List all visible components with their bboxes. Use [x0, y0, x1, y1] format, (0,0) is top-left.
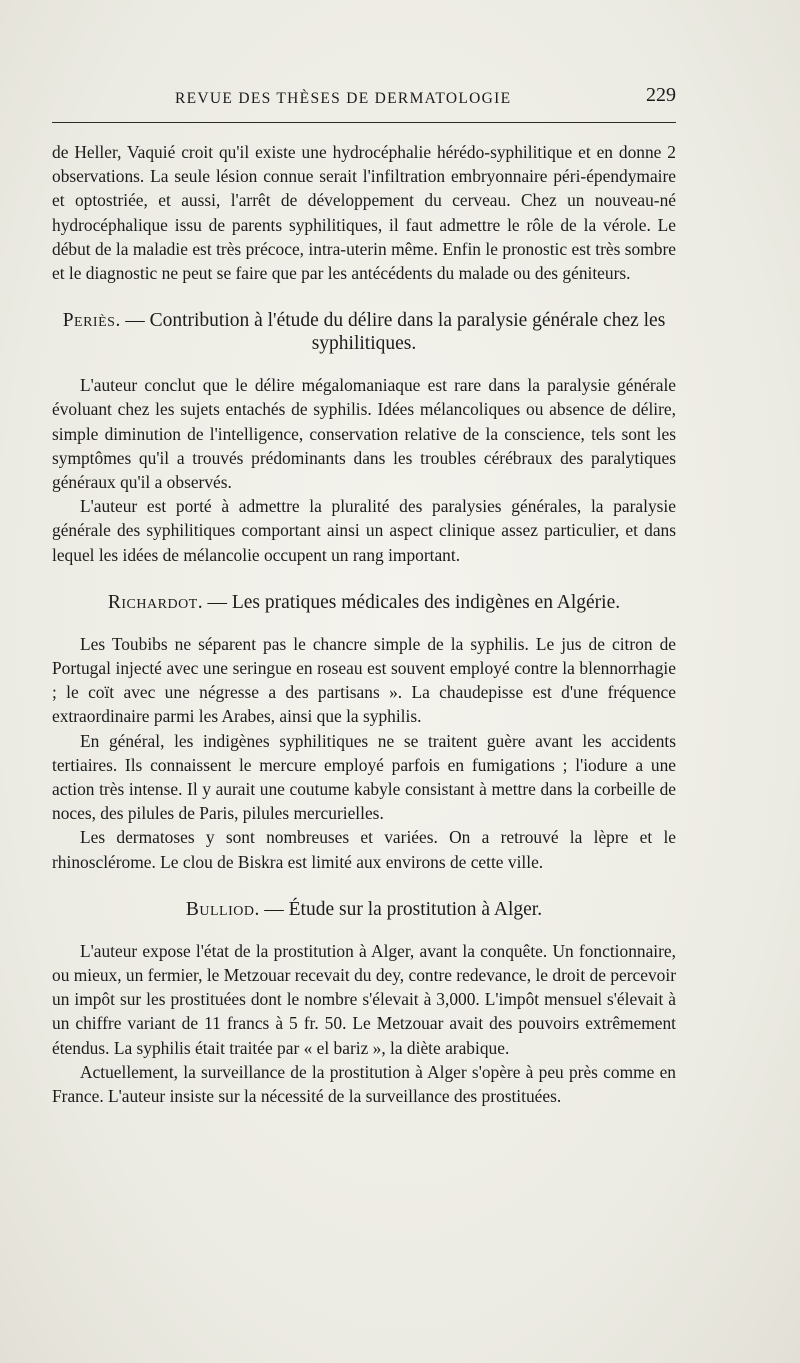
page-header: [52, 84, 676, 114]
section-richardot: [52, 591, 676, 874]
page-number: 229: [646, 84, 676, 106]
section-author: Richardot: [107, 591, 198, 613]
continuation-paragraph: de Heller, Vaquié croit qu'il existe une hydrocéphalie hérédo-syphilitique et en donne 2 observations. La seule lésion connue serait l'infiltration embryonnaire péri-épendymaire et optostriée, et aussi, l'arrêt de développement du cerveau. Chez un nouveau-né hydrocéphalique issu de parents syphilitiques, il faut admettre le rôle de la vérole. Le début de la maladie est très précoce, intra-uterin même. Enfin le pronostic est très sombre et le diagnostic ne peut se faire que par les antécédents du malade ou des géniteurs.: [52, 142, 676, 284]
section-heading: [52, 591, 676, 614]
paragraph: Les Toubibs ne séparent pas le chancre simple de la syphilis. Le jus de citron de Portugal injecté avec une seringue en roseau est souvent employé contre la blennorrhagie ; le coït avec une négresse a des partisans ». La chaudepisse est d'une fréquence extraordinaire parmi les Arabes, ainsi que la syphilis.: [52, 633, 676, 727]
body-text: [52, 140, 676, 1108]
section-separator: . —: [254, 898, 289, 920]
section-author: Periès: [62, 310, 116, 332]
section-heading: [52, 898, 676, 921]
paragraph: Les dermatoses y sont nombreuses et variées. On a retrouvé la lèpre et le rhinosclérome. Le clou de Biskra est limité aux environs de cette ville.: [52, 827, 676, 872]
section-title: Contribution à l'étude du délire dans la paralysie générale chez les syphilitiques.: [149, 310, 666, 355]
section-heading: [52, 309, 676, 355]
section-author: Bulliod: [185, 898, 255, 920]
paragraph: L'auteur conclut que le délire mégalomaniaque est rare dans la paralysie générale évoluant chez les sujets entachés de syphilis. Idées mélancoliques ou absence de délire, simple diminution de l'intelligence, conservation relative de la conscience, tels sont les symptômes qu'il a trouvés prédominants dans les troubles cérébraux des paralytiques généraux qu'il a observés.: [52, 375, 676, 493]
header-rule: [52, 122, 676, 123]
paragraph: En général, les indigènes syphilitiques ne se traitent guère avant les accidents tertiaires. Ils connaissent le mercure employé parfois en fumigations ; l'iodure a une action très intense. Il y aurait une coutume kabyle consistant à mettre dans la corbeille de noces, des pilules de Paris, pilules mercurielles.: [52, 730, 676, 824]
section-title: Les pratiques médicales des indigènes en Algérie.: [231, 591, 621, 613]
paragraph: L'auteur est porté à admettre la pluralité des paralysies générales, la paralysie générale des syphilitiques comportant ainsi un aspect clinique assez particulier, et dans lequel les idées de mélancolie occupent un rang important.: [52, 496, 676, 565]
paragraph: L'auteur expose l'état de la prostitution à Alger, avant la conquête. Un fonctionnaire, ou mieux, un fermier, le Metzouar recevait du dey, contre redevance, le droit de percevoir un impôt sur les prostituées dont le nombre s'élevait à 3,000. L'impôt mensuel s'élevait à un chiffre variant de 11 francs à 5 fr. 50. Le Metzouar avait des pouvoirs extrêmement étendus. La syphilis était traitée par « el bariz », la diète arabique.: [52, 940, 676, 1058]
running-title: REVUE DES THÈSES DE DERMATOLOGIE: [175, 90, 512, 107]
section-separator: . —: [115, 310, 150, 332]
paragraph: Actuellement, la surveillance de la prostitution à Alger s'opère à peu près comme en France. L'auteur insiste sur la nécessité de la surveillance des prostituées.: [52, 1061, 676, 1107]
section-bulliod: [52, 898, 676, 1108]
section-title: Étude sur la prostitution à Alger.: [288, 898, 543, 920]
section-peries: [52, 309, 676, 567]
section-separator: . —: [197, 591, 232, 613]
